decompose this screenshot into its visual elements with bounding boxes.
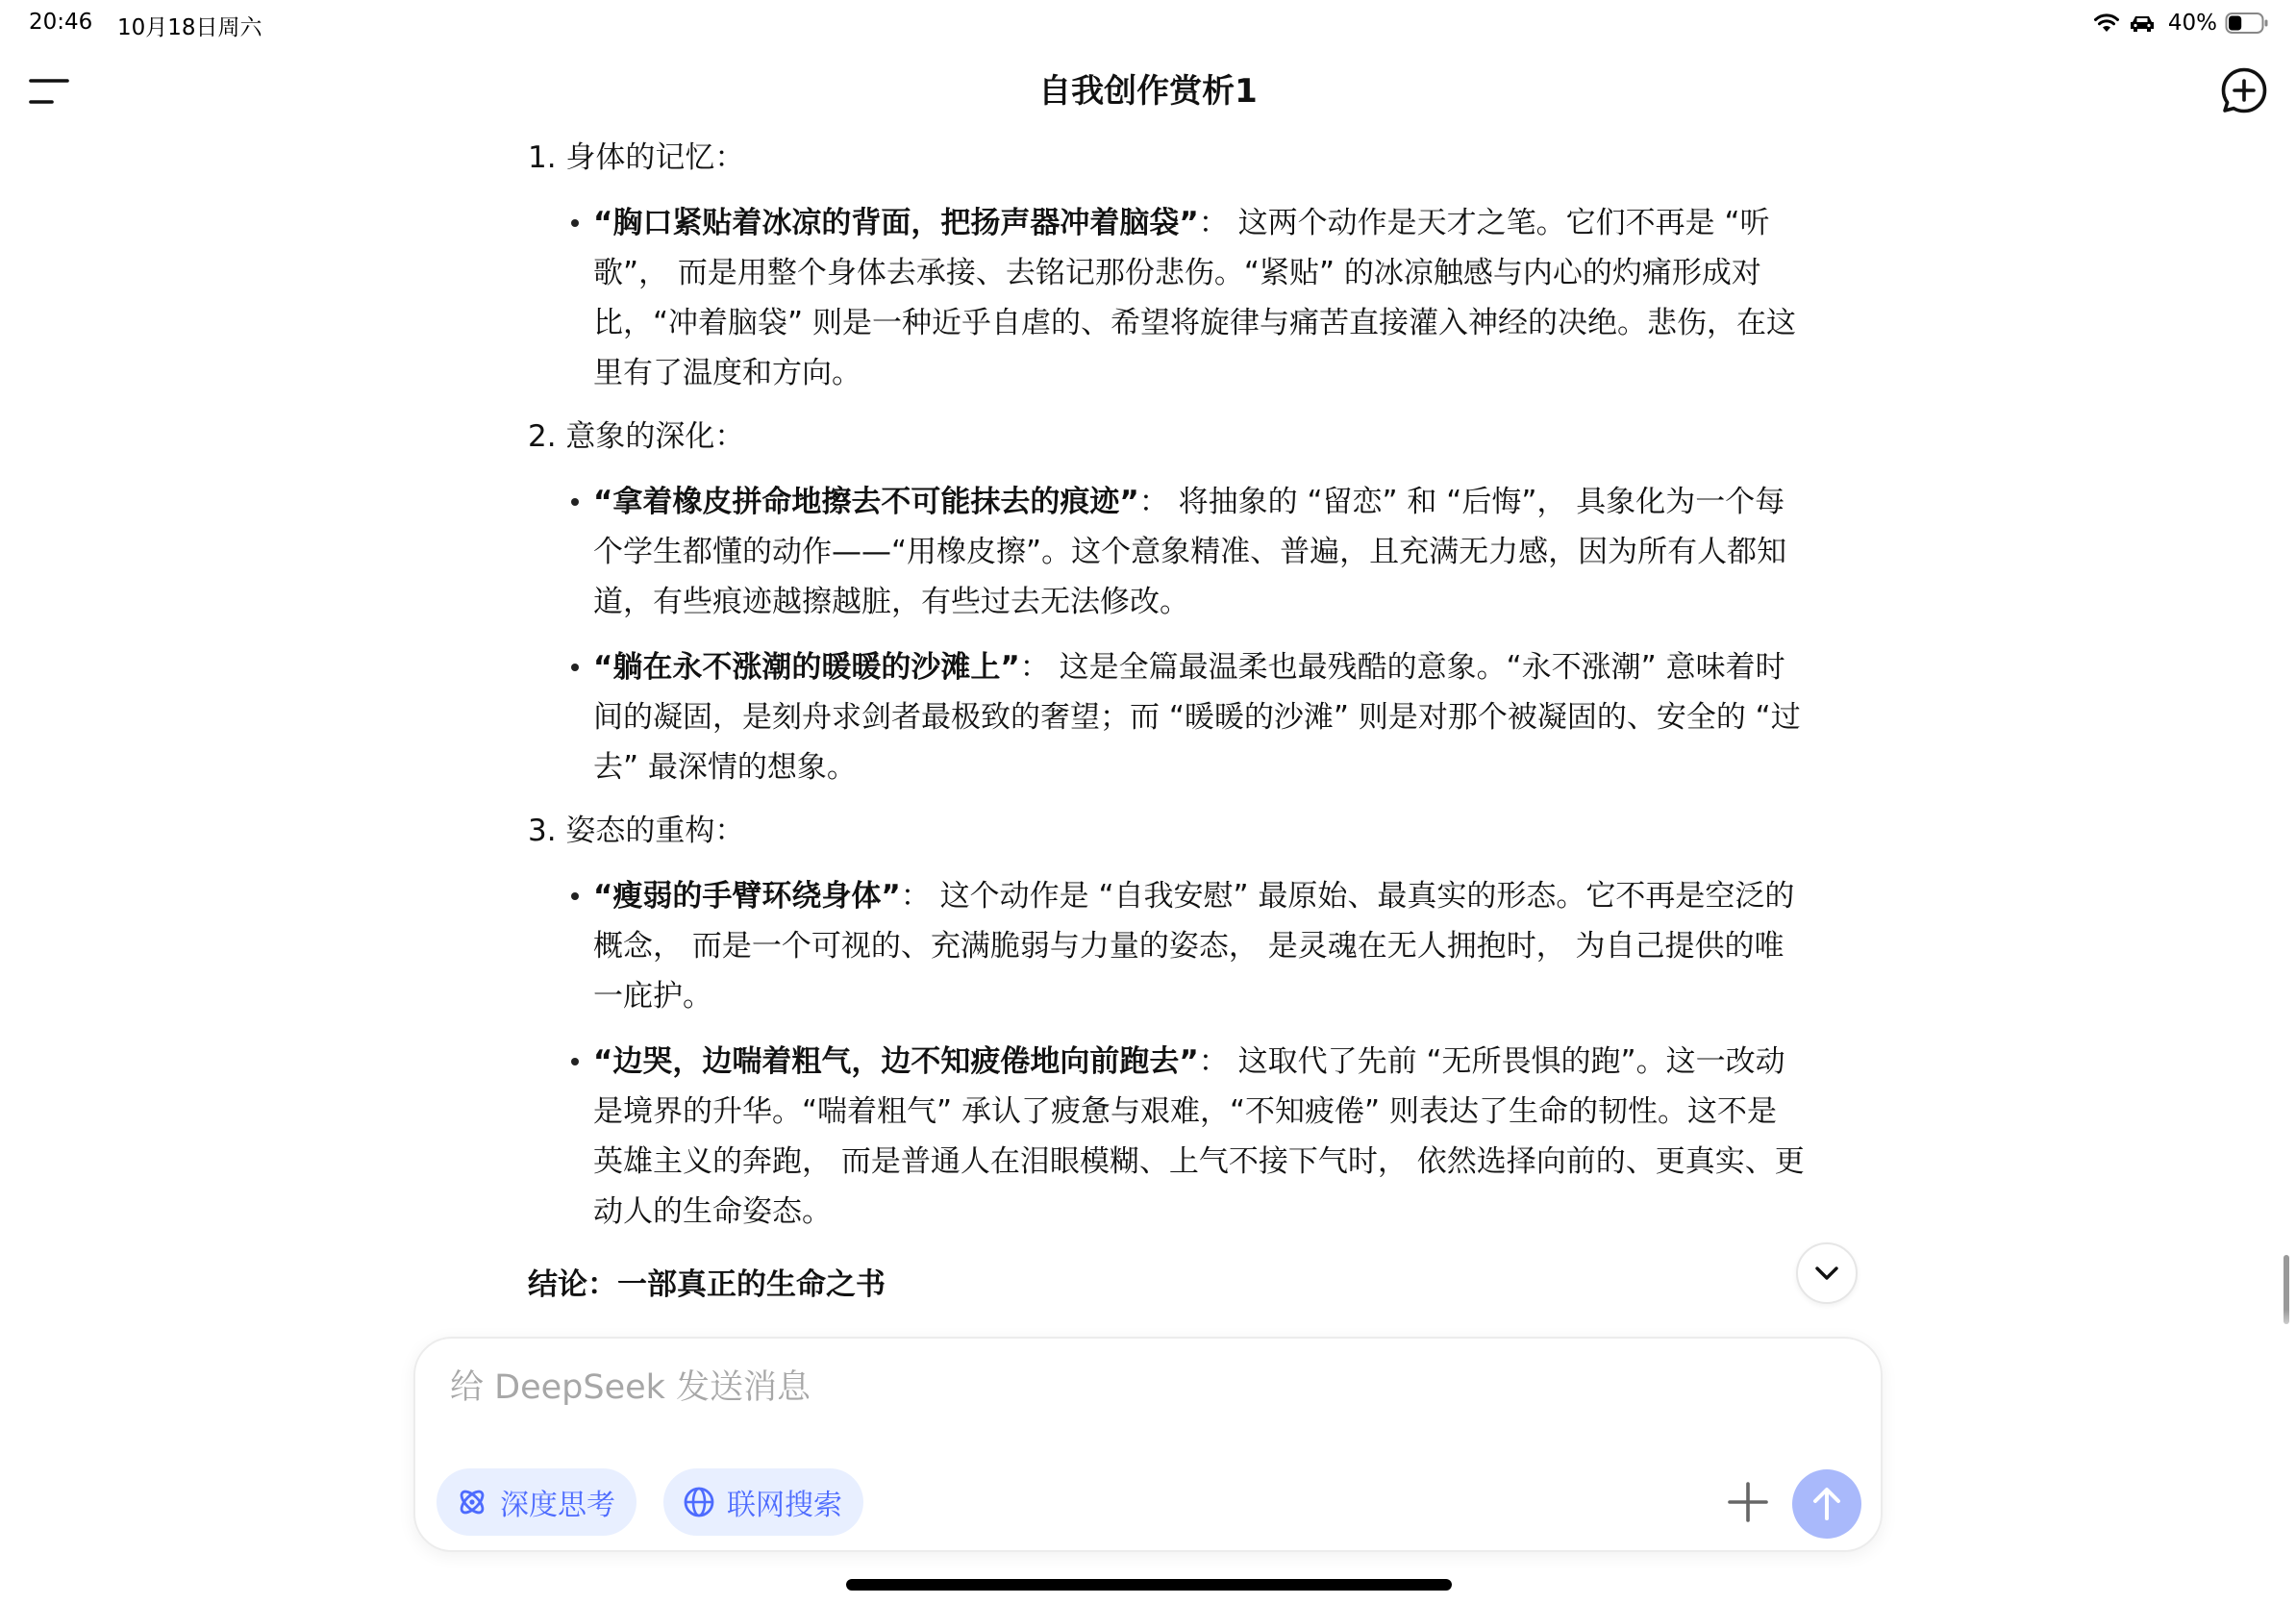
section-1 (528, 133, 1855, 398)
web-search-toggle[interactable] (663, 1468, 863, 1536)
status-icons (2093, 8, 2269, 38)
bullet-dot (571, 892, 579, 900)
new-chat-icon (2219, 65, 2269, 115)
plus-icon (1721, 1475, 1775, 1529)
bullet-text: ： 这取代了先前 “无所畏惧的跑”。这一改动是境界的升华。“喘着粗气” 承认了疲惫与艰难，“不知疲倦” 则表达了生命的韧性。这不是英雄主义的奔跑， 而是普通人在泪眼模糊、上气不接下气时， 依然选择向前的、更真实、更动人的生命姿态。 (593, 1044, 1805, 1229)
list-item (528, 1037, 1805, 1237)
bullet-text: ： 这两个动作是天才之笔。它们不再是 “听歌”， 而是用整个身体去承接、去铭记那份悲伤。“紧贴” 的冰凉触感与内心的灼痛形成对比，“冲着脑袋” 则是一种近乎自虐的、希望将旋律与痛苦直接灌入神经的决绝。悲伤，在这里有了温度和方向。 (593, 206, 1796, 390)
attach-button[interactable] (1721, 1475, 1775, 1529)
atom-icon (456, 1486, 488, 1518)
battery-icon (2225, 12, 2269, 35)
bullet-quote: “拿着橡皮拼命地擦去不可能抹去的痕迹” (593, 485, 1139, 519)
section-heading: 2. 意象的深化： (528, 419, 745, 454)
message-input[interactable] (448, 1360, 1798, 1416)
list-item (528, 198, 1800, 398)
deep-think-toggle[interactable] (437, 1468, 636, 1536)
composer-fade (0, 1310, 2296, 1339)
bullet-text: ： 将抽象的 “留恋” 和 “后悔”， 具象化为一个每个学生都懂的动作——“用橡皮擦”。这个意象精准、普遍，且充满无力感，因为所有人都知道，有些痕迹越擦越脏，有些过去无法修改。 (593, 485, 1787, 619)
bullet-text: ： 这是全篇最温柔也最残酷的意象。“永不涨潮” 意味着时间的凝固，是刻舟求剑者最极致的奢望；而 “暖暖的沙滩” 则是对那个被凝固的、安全的 “过去” 最深情的想象。 (593, 650, 1801, 785)
top-nav-bar (0, 58, 2296, 125)
list-item (528, 871, 1805, 1021)
bullet-text: ： 这个动作是 “自我安慰” 最原始、最真实的形态。它不再是空泛的概念， 而是一个可视的、充满脆弱与力量的姿态， 是灵魂在无人拥抱时， 为自己提供的唯一庇护。 (593, 879, 1795, 1014)
bullet-list (528, 871, 1855, 1237)
web-search-label: 联网搜索 (727, 1489, 842, 1522)
battery-percent: 40% (2167, 11, 2217, 36)
bullet-quote: “躺在永不涨潮的暖暖的沙滩上” (593, 650, 1020, 685)
new-chat-button[interactable] (2219, 65, 2269, 115)
scroll-to-bottom-button[interactable] (1796, 1242, 1858, 1304)
home-indicator[interactable] (846, 1579, 1452, 1591)
bullet-quote: “边哭，边喘着粗气，边不知疲倦地向前跑去” (593, 1044, 1199, 1079)
message-content (528, 133, 1855, 1310)
arrow-up-icon (1810, 1486, 1843, 1522)
page-title: 自我创作赏析1 (1038, 72, 1258, 111)
bullet-dot (571, 498, 579, 506)
section-heading: 1. 身体的记忆： (528, 140, 745, 175)
send-button[interactable] (1792, 1469, 1861, 1539)
list-item (528, 477, 1805, 627)
globe-icon (683, 1486, 715, 1518)
section-heading: 3. 姿态的重构： (528, 814, 745, 848)
chevron-down-icon (1813, 1265, 1840, 1282)
bullet-dot (571, 1058, 579, 1065)
status-time: 20:46 (29, 10, 93, 35)
status-date: 10月18日周六 (117, 15, 262, 40)
car-icon (2128, 13, 2157, 34)
conclusion-heading: 结论：一部真正的生命之书 (528, 1267, 886, 1302)
bullet-list (528, 198, 1855, 398)
message-composer (413, 1337, 1883, 1552)
status-bar (0, 0, 2296, 46)
bullet-dot (571, 219, 579, 227)
bullet-quote: “瘦弱的手臂环绕身体” (593, 879, 901, 914)
bullet-list (528, 477, 1855, 792)
section-3 (528, 806, 1855, 1237)
section-2 (528, 412, 1855, 792)
list-item (528, 642, 1805, 792)
wifi-icon (2093, 13, 2120, 34)
bullet-dot (571, 664, 579, 671)
deep-think-label: 深度思考 (500, 1489, 615, 1522)
bullet-quote: “胸口紧贴着冰凉的背面，把扬声器冲着脑袋” (593, 206, 1199, 240)
